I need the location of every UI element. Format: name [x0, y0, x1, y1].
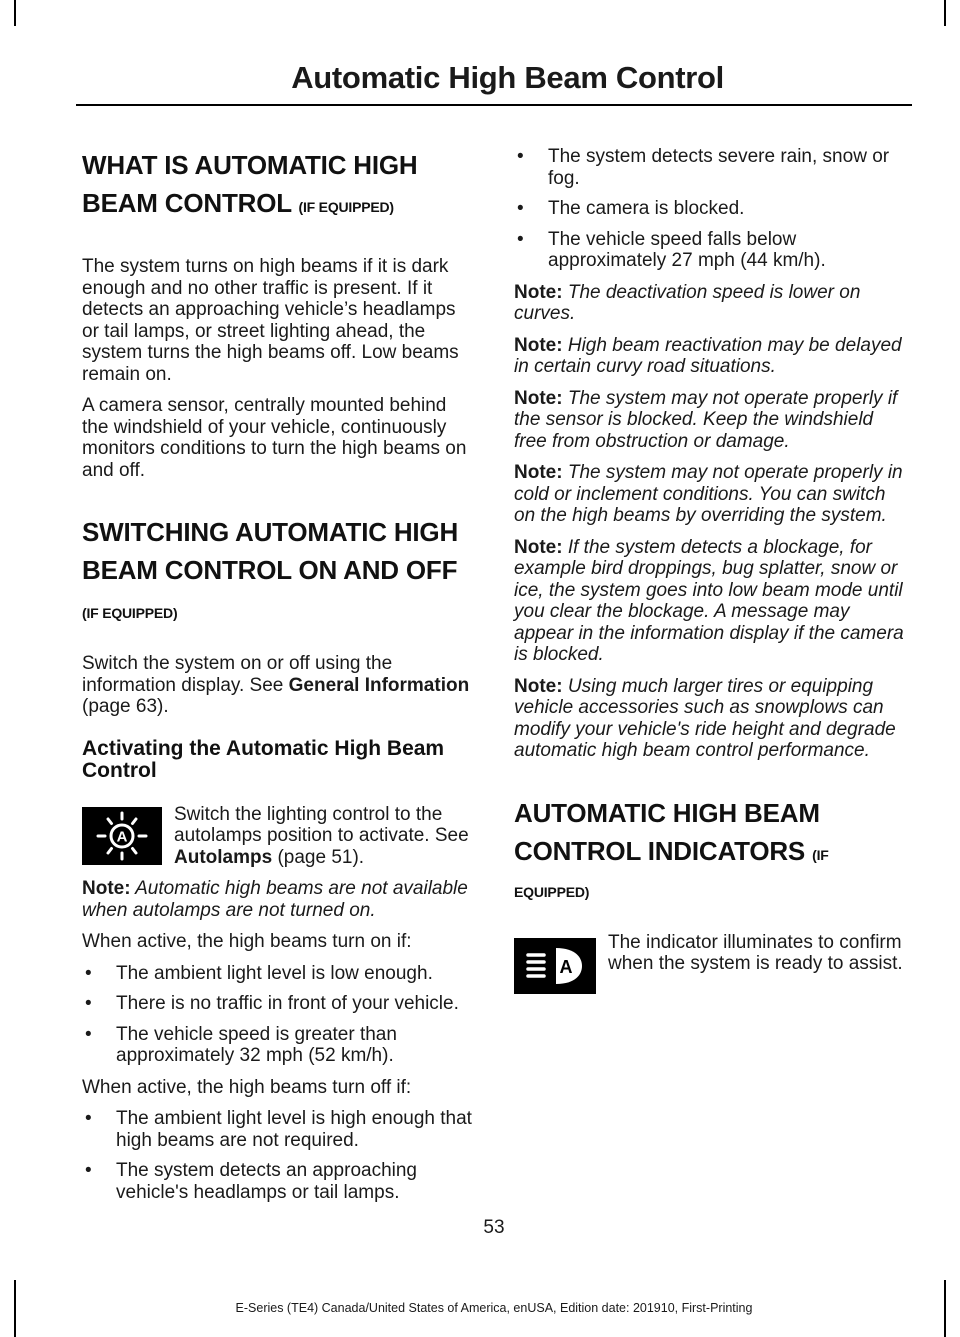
list-item-text: The vehicle speed is greater than approximately 32 mph (52 km/h). — [116, 1023, 397, 1066]
page-number: 53 — [483, 1217, 505, 1238]
note — [514, 282, 907, 325]
turn-on-intro: When active, the high beams turn on if: — [82, 931, 412, 952]
note-label: Note: — [514, 387, 563, 409]
header-rule — [76, 104, 912, 106]
turn-off-list-continued — [514, 146, 907, 272]
svg-text:A: A — [559, 956, 573, 977]
list-item-text: The system detects severe rain, snow or fog. — [548, 146, 890, 189]
intro-paragraph: The system turns on high beams if it is dark enough and no other traffic is present. If it detects an approaching vehicle’s headlamps or tail lamps, or street lighting ahead, the system turns the high beams off. Low beams remain on. — [82, 256, 459, 385]
right-column — [514, 146, 907, 1004]
note-text: The deactivation speed is lower on curves. — [514, 281, 861, 324]
list-item — [82, 1160, 475, 1203]
list-item-text: There is no traffic in front of your vehicle. — [116, 993, 459, 1014]
crop-mark-top-right — [944, 0, 946, 26]
note-autolamps — [82, 878, 475, 921]
note-label: Note: — [514, 675, 563, 697]
section-heading-what-is — [82, 146, 475, 226]
note-text: Using much larger tires or equipping vehicle accessories such as snowplows can modify your vehicle's ride height and degrade automatic high beam control performance. — [514, 675, 896, 761]
switch-paragraph — [82, 653, 475, 718]
note — [514, 388, 907, 453]
bullet: • — [85, 1023, 92, 1045]
bullet: • — [517, 198, 524, 219]
bullet: • — [85, 962, 92, 984]
equipped-tag: (IF — [812, 846, 829, 863]
svg-text:A: A — [116, 828, 128, 845]
equipped-tag: (IF EQUIPPED) — [298, 199, 394, 215]
indicator-description: The indicator illuminates to confirm when the system is ready to assist. — [608, 931, 903, 974]
note-text: The system may not operate properly in cold or inclement conditions. You can switch on the high beams by overriding the system. — [514, 462, 903, 526]
section-heading-text: SWITCHING AUTOMATIC HIGH BEAM CONTROL ON AND OFF — [82, 517, 459, 585]
bullet: • — [85, 1108, 92, 1129]
section-heading-text: AUTOMATIC HIGH BEAM CONTROL INDICATORS — [514, 797, 820, 866]
note-label: Note: — [82, 878, 131, 899]
autolamp-text: Switch the lighting control to the autolamps position to activate. See — [174, 803, 469, 846]
autolamp-icon — [82, 807, 162, 865]
note-label: Note: — [514, 536, 563, 558]
switch-text: Switch the system on or off using the information display. See — [82, 653, 393, 696]
autolamp-row — [82, 804, 475, 869]
note-label: Note: — [514, 462, 563, 483]
camera-paragraph: A camera sensor, centrally mounted behind the windshield of your vehicle, continuously monitors conditions to turn the high beams on and off. — [82, 395, 467, 481]
turn-on-list — [82, 963, 475, 1067]
note-text: Automatic high beams are not available when autolamps are not turned on. — [82, 878, 468, 921]
edition-footer: E-Series (TE4) Canada/United States of America, enUSA, Edition date: 201910, First-Printing — [235, 1301, 753, 1315]
equipped-tag: (IF EQUIPPED) — [82, 605, 178, 621]
bullet: • — [517, 228, 524, 250]
auto-high-beam-indicator-icon — [514, 938, 596, 994]
list-item-text: The ambient light level is high enough that high beams are not required. — [116, 1108, 472, 1151]
page-ref: (page 51). — [272, 846, 365, 868]
list-item-text: The system detects an approaching vehicle's headlamps or tail lamps. — [116, 1160, 418, 1203]
turn-off-intro: When active, the high beams turn off if: — [82, 1076, 412, 1098]
page-title: Automatic High Beam Control — [291, 60, 724, 95]
list-item — [82, 1108, 475, 1151]
section-heading-indicators — [514, 794, 907, 902]
bullet: • — [85, 993, 92, 1014]
indicator-row — [514, 932, 907, 994]
autolamp-instruction — [174, 804, 475, 869]
note — [514, 335, 907, 378]
left-column — [82, 146, 475, 1213]
note — [514, 676, 907, 762]
section-heading-text: WHAT IS AUTOMATIC HIGH BEAM CONTROL — [82, 150, 418, 218]
list-item — [514, 198, 907, 220]
autolamps-link[interactable]: Autolamps — [174, 846, 273, 868]
note — [514, 537, 907, 666]
list-item-text: The vehicle speed falls below approximately 27 mph (44 km/h). — [548, 228, 826, 271]
section-heading-switching — [82, 513, 475, 623]
note — [514, 462, 907, 527]
sub-heading-activating: Activating the Automatic High Beam Control — [82, 736, 445, 782]
note-text: If the system detects a blockage, for example bird droppings, bug splatter, snow or ice, the system goes into low beam mode until you clear the blockage. A message may appear in the information display if the camera is blocked. — [514, 536, 904, 665]
list-item-text: The camera is blocked. — [548, 198, 745, 219]
list-item — [82, 1024, 475, 1067]
bullet: • — [517, 146, 524, 167]
list-item — [514, 146, 907, 189]
page-ref: (page 63). — [82, 696, 169, 717]
general-information-link[interactable]: General Information — [288, 674, 470, 696]
note-text: High beam reactivation may be delayed in certain curvy road situations. — [514, 334, 902, 377]
list-item — [82, 963, 475, 985]
list-item — [514, 229, 907, 272]
turn-off-list — [82, 1108, 475, 1203]
list-item-text: The ambient light level is low enough. — [116, 962, 433, 984]
note-text: The system may not operate properly if the sensor is blocked. Keep the windshield free from obstruction or damage. — [514, 387, 898, 452]
bullet: • — [85, 1160, 92, 1181]
note-label: Note: — [514, 281, 563, 303]
list-item — [82, 993, 475, 1015]
equipped-tag-continued: EQUIPPED) — [514, 883, 590, 900]
crop-mark-top-left — [14, 0, 16, 26]
note-label: Note: — [514, 334, 563, 356]
